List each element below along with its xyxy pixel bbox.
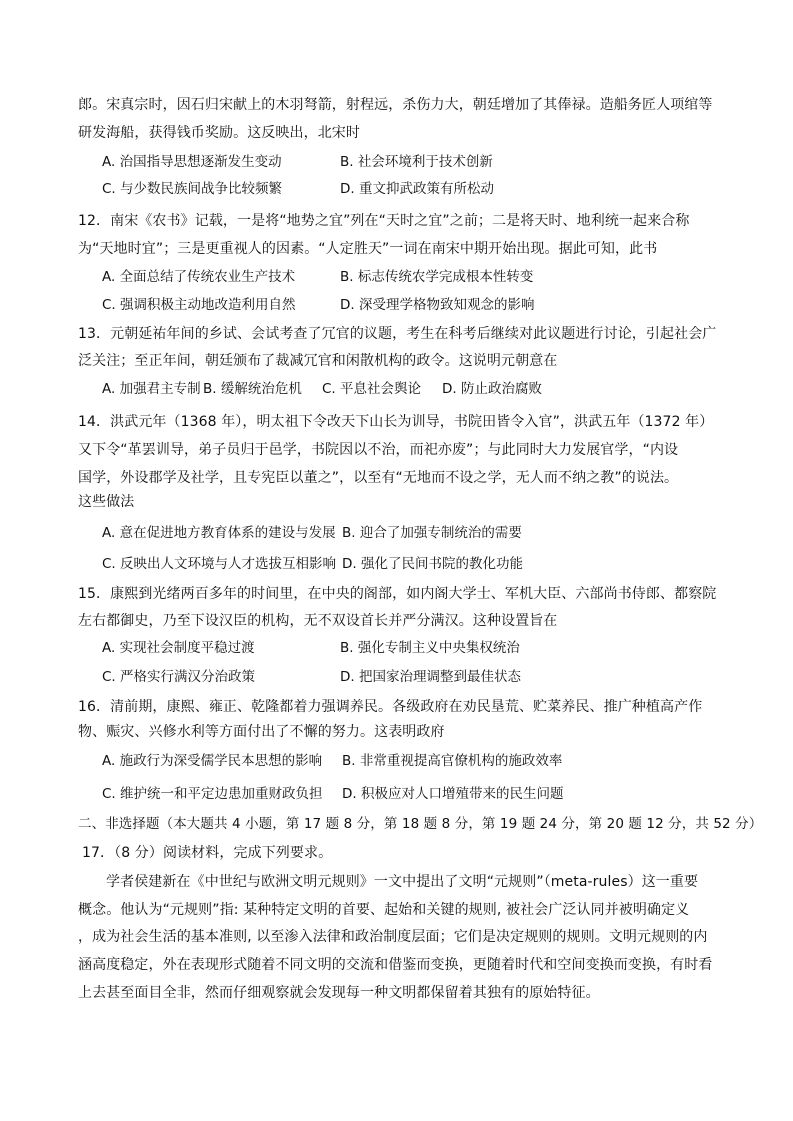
q16-line-2: 物、赈灾、兴修水利等方面付出了不懈的努力。这表明政府 [78, 724, 445, 740]
q11-option-b: B. 社会环境利于技术创新 [340, 154, 493, 170]
q17-material-line-3: ，成为社会生活的基本准则, 以至渗入法律和政治制度层面；它们是决定规则的规则。文明元规则的内 [78, 929, 708, 945]
q17-stem: 17．（8 分）阅读材料，完成下列要求。 [82, 845, 333, 861]
q11-option-c: C. 与少数民族间战争比较频繁 [102, 181, 283, 197]
q14-line-3: 国学，外设郡学及社学，且专宪臣以董之”，以至有“无地而不设之学，无人而不纳之教”的说法。 [78, 470, 679, 486]
q13-line-2: 泛关注；至正年间，朝廷颁布了裁减冗官和闲散机构的政令。这说明元朝意在 [78, 353, 558, 369]
q12-line-1: 12．南宋《农书》记载，一是将“地势之宜”列在“天时之宜”之前；二是将天时、地利统一起来合称 [78, 213, 690, 229]
q15-line-1: 15．康熙到光绪两百多年的时间里，在中央的阁部，如内阁大学士、军机大臣、六部尚书侍郎、都察院 [78, 586, 717, 602]
section-2-heading: 二、非选择题（本大题共 4 小题，第 17 题 8 分，第 18 题 8 分，第 19 题 24 分，第 20 题 12 分，共 52 分） [78, 816, 763, 832]
q14-option-d: D. 强化了民间书院的教化功能 [342, 556, 523, 572]
q13-option-b: B. 缓解统治危机 [203, 381, 302, 397]
q12-option-a: A. 全面总结了传统农业生产技术 [102, 269, 296, 285]
q16-line-1: 16．清前期，康熙、雍正、乾隆都着力强调养民。各级政府在劝民垦荒、贮菜养民、推广种植高产作 [78, 699, 703, 715]
q12-option-d: D. 深受理学格物致知观念的影响 [340, 297, 535, 313]
q14-line-1: 14．洪武元年（1368 年），明太祖下令改天下山长为训导，书院田皆令入官”，洪武五年（1372 年） [78, 414, 714, 430]
q15-option-c: C. 严格实行满汉分治政策 [102, 669, 256, 685]
q15-option-b: B. 强化专制主义中央集权统治 [340, 640, 520, 656]
q17-material-line-5: 上去甚至面目全非，然而仔细观察就会发现每一种文明都保留着其独有的原始特征。 [78, 985, 600, 1001]
q11-line-1: 郎。宋真宗时，因石归宋献上的木羽弩箭，射程远，杀伤力大，朝廷增加了其俸禄。造船务匠人项绾等 [78, 97, 713, 113]
q11-option-a: A. 治国指导思想逐渐发生变动 [102, 154, 282, 170]
q17-material-line-1: 学者侯建新在《中世纪与欧洲文明元规则》一文中提出了文明“元规则”（meta-rules）这一重要 [106, 874, 699, 890]
q14-line-4: 这些做法 [78, 494, 135, 510]
q11-option-d: D. 重文抑武政策有所松动 [340, 181, 494, 197]
q16-option-c: C. 维护统一和平定边患加重财政负担 [102, 786, 323, 802]
q12-option-b: B. 标志传统农学完成根本性转变 [340, 269, 534, 285]
q13-option-d: D. 防止政治腐败 [442, 381, 542, 397]
q11-line-2: 研发海船，获得钱币奖励。这反映出，北宋时 [78, 125, 360, 141]
q17-material-line-2: 概念。他认为“元规则”指: 某种特定文明的首要、起始和关键的规则, 被社会广泛认同并被明确定义 [78, 902, 690, 918]
q15-line-2: 左右都御史，乃至下设汉臣的机构，无不双设首长并严分满汉。这种设置旨在 [78, 613, 558, 629]
q13-option-c: C. 平息社会舆论 [322, 381, 422, 397]
q15-option-d: D. 把国家治理调整到最佳状态 [340, 669, 521, 685]
q13-option-a: A. 加强君主专制 [102, 381, 201, 397]
q16-option-a: A. 施政行为深受儒学民本思想的影响 [102, 753, 323, 769]
q12-option-c: C. 强调积极主动地改造利用自然 [102, 297, 296, 313]
q17-material-line-4: 涵高度稳定，外在表现形式随着不同文明的交流和借鉴而变换，更随着时代和空间变换而变换，有时看 [78, 957, 713, 973]
q14-line-2: 又下令“革罢训导，弟子员归于邑学，书院因以不治，而祀亦废”；与此同时大力发展官学，“内设 [78, 442, 679, 458]
q16-option-b: B. 非常重视提高官僚机构的施政效率 [342, 753, 563, 769]
q14-option-c: C. 反映出人文环境与人才选拔互相影响 [102, 556, 337, 572]
q14-option-b: B. 迎合了加强专制统治的需要 [342, 525, 522, 541]
q15-option-a: A. 实现社会制度平稳过渡 [102, 640, 255, 656]
q16-option-d: D. 积极应对人口增殖带来的民生问题 [342, 786, 564, 802]
q12-line-2: 为“天地时宜”；三是更重视人的因素。“人定胜天”一词在南宋中期开始出现。据此可知，此书 [78, 241, 658, 257]
q13-line-1: 13．元朝延祐年间的乡试、会试考查了冗官的议题，考生在科考后继续对此议题进行讨论，引起社会广 [78, 326, 717, 342]
q14-option-a: A. 意在促进地方教育体系的建设与发展 [102, 525, 336, 541]
